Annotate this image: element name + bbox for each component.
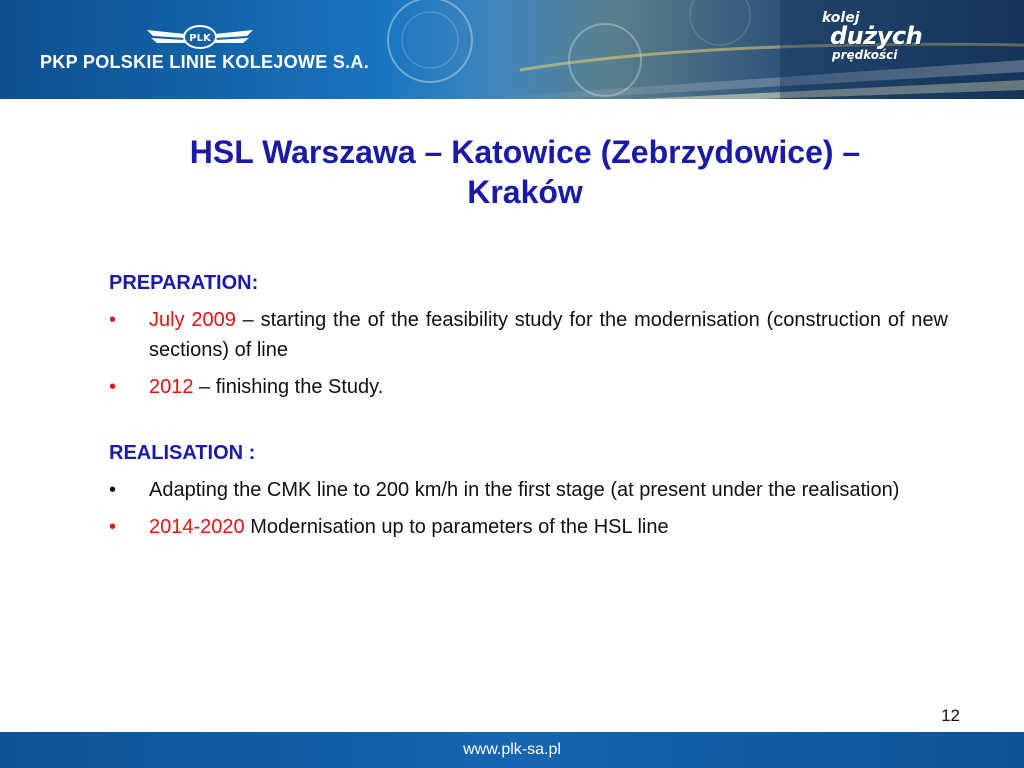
preparation-item-1-date: July 2009 (149, 309, 236, 331)
header-banner (0, 0, 1024, 99)
slide-body (109, 268, 948, 542)
bullet-icon: • (109, 376, 117, 398)
realisation-item-2 (109, 512, 948, 542)
preparation-heading: PREPARATION: (109, 272, 259, 294)
footer-bar (0, 732, 1024, 768)
page-number: 12 (941, 706, 960, 725)
winged-wheel-icon (145, 22, 255, 52)
bullet-icon: • (109, 479, 117, 501)
website-link[interactable]: www.plk-sa.pl (463, 741, 561, 758)
section-spacer (109, 402, 948, 438)
plk-badge-text: PLK (189, 33, 211, 44)
realisation-item-1 (109, 475, 948, 505)
hsr-logo-line3: prędkości (832, 48, 898, 62)
plk-logo[interactable] (40, 22, 370, 82)
preparation-item-2-text: – finishing the Study. (193, 376, 384, 398)
preparation-item-1-text: – starting the of the feasibility study for the modernisation (construction of new sections) of line (149, 309, 948, 361)
hsr-logo-line2: dużych (830, 22, 923, 50)
realisation-item-1-text: Adapting the CMK line to 200 km/h in the first stage (at present under the realisation) (149, 479, 900, 501)
slide-title (100, 132, 950, 212)
realisation-item-2-text: Modernisation up to parameters of the HSL line (244, 516, 669, 538)
slide-title-line2: Kraków (467, 174, 583, 210)
preparation-item-2-date: 2012 (149, 376, 194, 398)
slide-title-line1: HSL Warszawa – Katowice (Zebrzydowice) – (189, 134, 861, 170)
company-name: PKP POLSKIE LINIE KOLEJOWE S.A. (40, 52, 370, 72)
hsr-logo-line1: kolej (822, 10, 860, 26)
realisation-item-2-date: 2014-2020 (149, 516, 245, 538)
preparation-item-2 (109, 372, 948, 402)
bullet-icon: • (109, 309, 117, 331)
bullet-icon: • (109, 516, 117, 538)
preparation-item-1 (109, 305, 948, 365)
realisation-heading: REALISATION : (109, 442, 256, 464)
high-speed-rail-logo (812, 8, 962, 68)
